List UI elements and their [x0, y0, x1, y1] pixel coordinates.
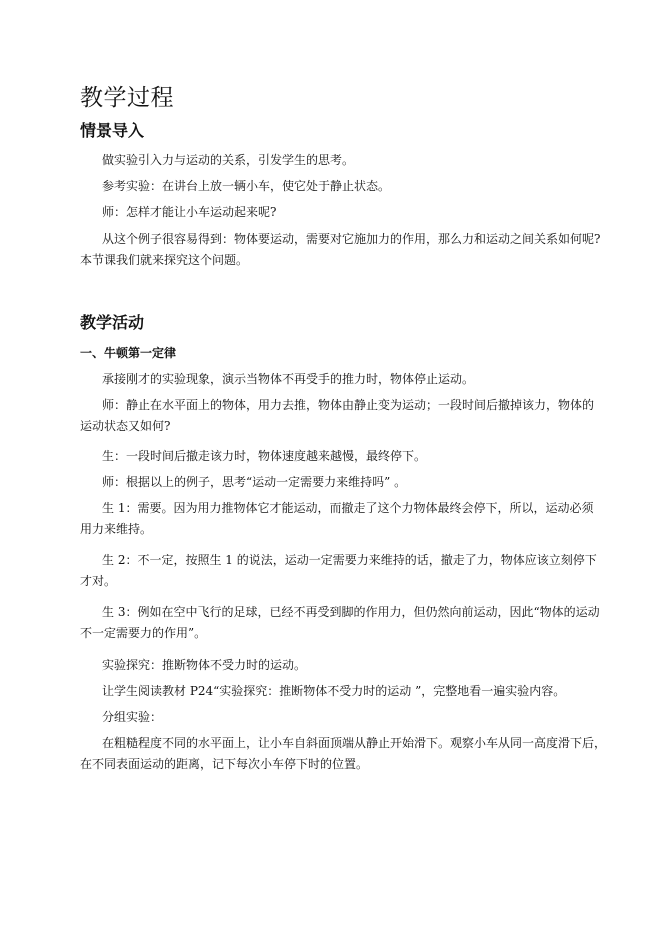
- paragraph: 让学生阅读教材 P24“实验探究：推断物体不受力时的运动 ”，完整地看一遍实验内容。: [102, 684, 566, 698]
- paragraph: [80, 602, 600, 644]
- paragraph: 承接刚才的实验现象，演示当物体不再受手的推力时，物体停止运动。: [102, 372, 475, 386]
- paragraph-line: 运动状态又如何?: [80, 419, 171, 433]
- paragraph-line: 生 3：例如在空中飞行的足球，已经不再受到脚的作用力，但仍然向前运动，因此“物体的运动: [102, 605, 600, 619]
- paragraph-line: 生 2：不一定，按照生 1 的说法，运动一定需要力来维持的话，撤走了力，物体应该立刻停下: [102, 553, 597, 567]
- paragraph-line: 用力来维持。: [80, 522, 153, 536]
- paragraph: 师：根据以上的例子，思考“运动一定需要力来维持吗” 。: [102, 475, 407, 489]
- paragraph: [80, 550, 597, 592]
- paragraph-line: 师：静止在水平面上的物体，用力去推，物体由静止变为运动；一段时间后撤掉该力，物体的: [102, 398, 595, 412]
- paragraph: 做实验引入力与运动的关系，引发学生的思考。: [102, 153, 355, 167]
- paragraph: [80, 733, 607, 775]
- paragraph-line: 在不同表面运动的距离，记下每次小车停下时的位置。: [80, 757, 369, 771]
- paragraph-line: 不一定需要力的作用”。: [80, 626, 207, 640]
- paragraph-long: [80, 229, 601, 271]
- paragraph: [80, 395, 595, 437]
- paragraph: 实验探究：推断物体不受力时的运动。: [102, 658, 307, 672]
- paragraph-line: 在粗糙程度不同的水平面上，让小车自斜面顶端从静止开始滑下。观察小车从同一高度滑下后，: [102, 736, 607, 750]
- paragraph: 分组实验：: [102, 710, 163, 724]
- paragraph-line: 才对。: [80, 574, 117, 588]
- section-heading-activities: 教学活动: [80, 313, 145, 332]
- paragraph: 师：怎样才能让小车运动起来呢?: [102, 205, 277, 219]
- paragraph: 生：一段时间后撤走该力时，物体速度越来越慢，最终停下。: [102, 449, 427, 463]
- paragraph-line: 从这个例子很容易得到：物体要运动，需要对它施加力的作用，那么力和运动之间关系如何呢?: [102, 232, 601, 246]
- paragraph: [80, 498, 594, 540]
- paragraph-line: 生 1：需要。因为用力推物体它才能运动，而撤走了这个力物体最终会停下，所以，运动必须: [102, 501, 594, 515]
- page-title: 教学过程: [80, 85, 174, 111]
- subsection-heading: 一、牛顿第一定律: [80, 346, 177, 360]
- paragraph-line: 本节课我们就来探究这个问题。: [80, 253, 249, 267]
- section-heading-intro: 情景导入: [80, 121, 145, 140]
- paragraph: 参考实验：在讲台上放一辆小车，使它处于静止状态。: [102, 179, 391, 193]
